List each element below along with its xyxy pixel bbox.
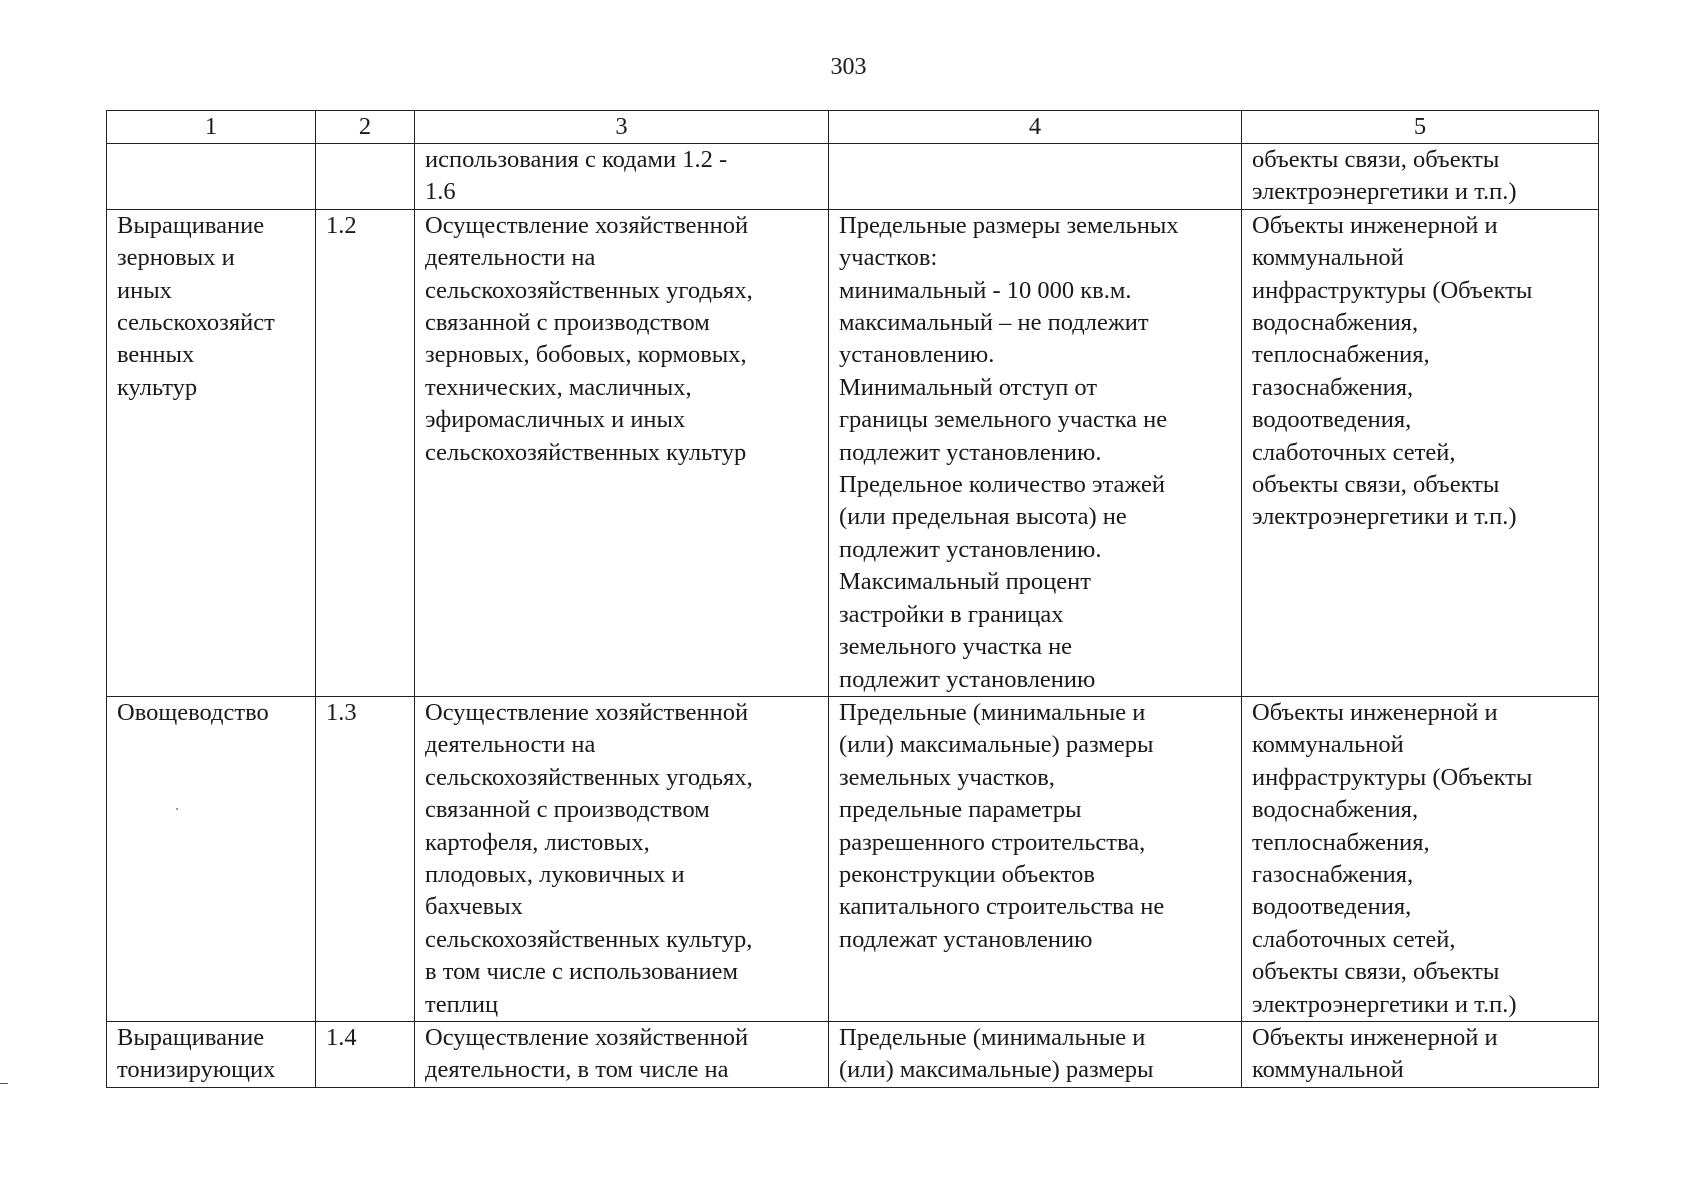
cell-code: 1.3	[316, 696, 415, 1021]
cell-parameters: Предельные размеры земельных участков: минимальный - 10 000 кв.м. максимальный – не подлежит установлению. Минимальный отступ от границы земельного участка не подлежит установлению. Предельное количество этажей (или предельная высота) не подлежит установлению. Максимальный процент застройки в границах земельного участка не подлежит установлению	[829, 209, 1242, 696]
cell-use-name: Выращивание тонизирующих	[107, 1021, 316, 1087]
cell-code: 1.4	[316, 1021, 415, 1087]
cell-use-name: Выращивание зерновых и иных сельскохозяйст венных культур	[107, 209, 316, 696]
cell-auxiliary-objects: Объекты инженерной и коммунальной	[1242, 1021, 1599, 1087]
table-row	[107, 209, 1599, 696]
cell-use-name	[107, 144, 316, 210]
cell-description: Осуществление хозяйственной деятельности на сельскохозяйственных угодьях, связанной с производством зерновых, бобовых, кормовых, технических, масличных, эфиромасличных и иных сельскохозяйственных культур	[415, 209, 829, 696]
header-cell-5: 5	[1242, 111, 1599, 144]
cell-parameters: Предельные (минимальные и (или) максимальные) размеры земельных участков, предельные параметры разрешенного строительства, реконструкции объектов капитального строительства не подлежат установлению	[829, 696, 1242, 1021]
cell-parameters	[829, 144, 1242, 210]
header-cell-4: 4	[829, 111, 1242, 144]
margin-mark	[0, 1083, 8, 1084]
page-number: 303	[830, 54, 867, 80]
cell-auxiliary-objects: Объекты инженерной и коммунальной инфраструктуры (Объекты водоснабжения, теплоснабжения, газоснабжения, водоотведения, слаботочных сетей, объекты связи, объекты электроэнергетики и т.п.)	[1242, 209, 1599, 696]
table-row	[107, 1021, 1599, 1087]
table-row	[107, 696, 1599, 1021]
header-cell-3: 3	[415, 111, 829, 144]
table-row	[107, 144, 1599, 210]
cell-code: 1.2	[316, 209, 415, 696]
cell-code	[316, 144, 415, 210]
cell-parameters: Предельные (минимальные и (или) максимальные) размеры	[829, 1021, 1242, 1087]
cell-auxiliary-objects: объекты связи, объекты электроэнергетики и т.п.)	[1242, 144, 1599, 210]
cell-description: Осуществление хозяйственной деятельности на сельскохозяйственных угодьях, связанной с производством картофеля, листовых, плодовых, луковичных и бахчевых сельскохозяйственных культур, в том числе с использованием теплиц	[415, 696, 829, 1021]
cell-auxiliary-objects: Объекты инженерной и коммунальной инфраструктуры (Объекты водоснабжения, теплоснабжения, газоснабжения, водоотведения, слаботочных сетей, объекты связи, объекты электроэнергетики и т.п.)	[1242, 696, 1599, 1021]
header-cell-2: 2	[316, 111, 415, 144]
cell-description: использования с кодами 1.2 - 1.6	[415, 144, 829, 210]
table-header-row	[107, 111, 1599, 144]
cell-description: Осуществление хозяйственной деятельности, в том числе на	[415, 1021, 829, 1087]
scan-speck	[176, 808, 178, 810]
land-use-table	[106, 110, 1599, 1088]
header-cell-1: 1	[107, 111, 316, 144]
cell-use-name: Овощеводство	[107, 696, 316, 1021]
